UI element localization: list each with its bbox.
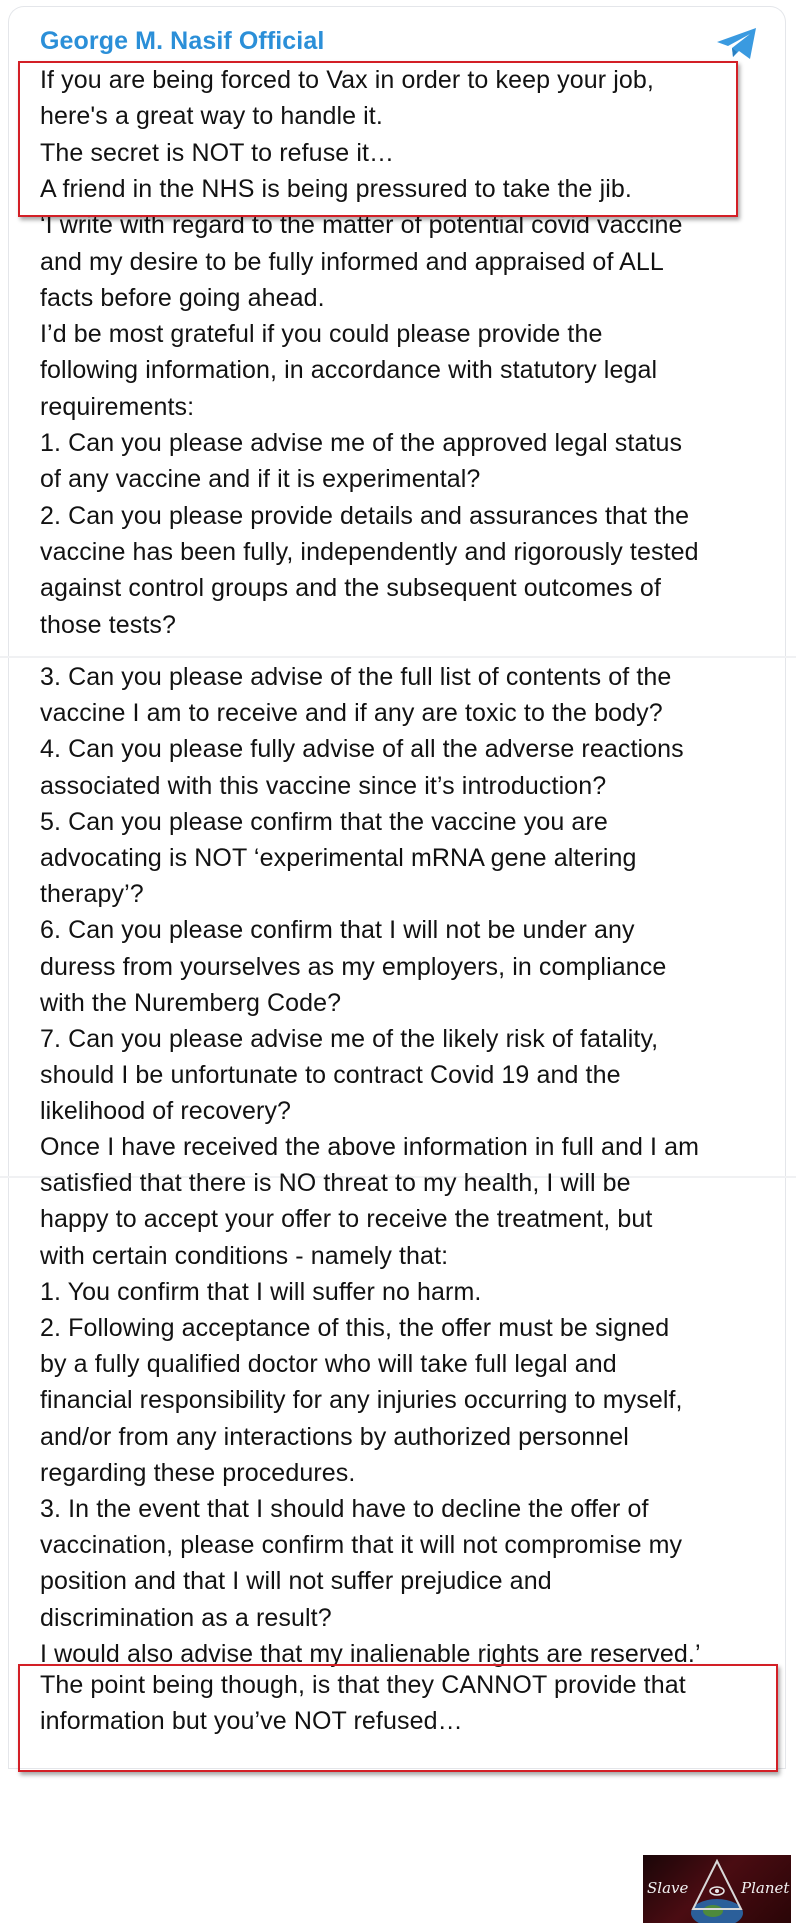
post-text-line: facts before going ahead. (40, 283, 325, 312)
post-text-line: requirements: (40, 392, 195, 421)
post-text-line: against control groups and the subsequent outcomes of (40, 574, 661, 603)
post-text-line: If you are being forced to Vax in order to keep your job, (40, 66, 654, 94)
post-text-line: 3. In the event that I should have to decline the offer of (40, 1495, 649, 1523)
post-text-line: I would also advise that my inalienable rights are reserved.’ (40, 1639, 701, 1668)
post-text-line: vaccination, please confirm that it will not compromise my (40, 1531, 683, 1560)
post-text-line: 4. Can you please fully advise of all the adverse reactions (40, 735, 684, 764)
post-text-line: discrimination as a result? (40, 1603, 332, 1632)
post-text-line: 2. Following acceptance of this, the offer must be signed (40, 1314, 670, 1342)
post-text-line: position and that I will not suffer prejudice and (40, 1567, 552, 1596)
post-text-line: of any vaccine and if it is experimental? (40, 465, 481, 494)
post-text-line: associated with this vaccine since it’s introduction? (40, 771, 607, 800)
post-text-line: 1. Can you please advise me of the approved legal status (40, 429, 683, 457)
post-text-line: The point being though, is that they CANNOT provide that (40, 1671, 686, 1699)
post-text-line: duress from yourselves as my employers, in compliance (40, 952, 667, 981)
post-text-line: and my desire to be fully informed and appraised of ALL (40, 247, 664, 276)
watermark-word-left: Slave (647, 1879, 689, 1897)
post-text-line: 7. Can you please advise me of the likely risk of fatality, (40, 1025, 659, 1053)
post-text-line: ‘I write with regard to the matter of potential covid vaccine (40, 211, 683, 240)
post-text-line: by a fully qualified doctor who will take full legal and (40, 1350, 617, 1379)
post-text-line: The secret is NOT to refuse it… (40, 138, 395, 167)
post-text-line: likelihood of recovery? (40, 1097, 292, 1126)
post-text-line: satisfied that there is NO threat to my health, I will be (40, 1169, 631, 1198)
slave-planet-watermark (643, 1855, 791, 1923)
post-text-line: A friend in the NHS is being pressured to take the jib. (40, 174, 632, 203)
post-text-line: those tests? (40, 610, 177, 639)
post-text-line: 6. Can you please confirm that I will not be under any (40, 916, 635, 945)
post-text-line: following information, in accordance with statutory legal (40, 356, 658, 385)
post-text-line: financial responsibility for any injuries occurring to myself, (40, 1386, 683, 1415)
highlight-box-intro (18, 61, 738, 217)
watermark-word-right: Planet (741, 1879, 790, 1897)
post-text-line: vaccine I am to receive and if any are toxic to the body? (40, 699, 663, 728)
post-text-line: regarding these procedures. (40, 1458, 356, 1487)
telegram-plane-icon[interactable] (715, 26, 759, 62)
post-text-line: happy to accept your offer to receive the treatment, but (40, 1205, 653, 1234)
post-text-line: information but you’ve NOT refused… (40, 1707, 463, 1735)
post-text-line: I’d be most grateful if you could please provide the (40, 320, 603, 349)
post-text-line: with certain conditions - namely that: (40, 1241, 449, 1270)
post-text-line: with the Nuremberg Code? (40, 988, 342, 1017)
post-text-line: and/or from any interactions by authorized personnel (40, 1422, 629, 1451)
post-text-line: vaccine has been fully, independently and rigorously tested (40, 537, 699, 566)
post-text-line: here's a great way to handle it. (40, 102, 383, 131)
post-text-line: should I be unfortunate to contract Covid 19 and the (40, 1061, 621, 1090)
post-text-line: advocating is NOT ‘experimental mRNA gene altering (40, 844, 637, 872)
post-text-line: therapy’? (40, 880, 144, 909)
post-text-line: 3. Can you please advise of the full list of contents of the (40, 663, 672, 691)
post-text-line: 5. Can you please confirm that the vaccine you are (40, 807, 608, 836)
channel-name[interactable]: George M. Nasif Official (40, 27, 325, 55)
post-text-line: Once I have received the above information in full and I am (40, 1133, 700, 1161)
post-text-line: 1. You confirm that I will suffer no harm. (40, 1277, 482, 1306)
highlight-box-conclusion (18, 1664, 778, 1772)
post-text-line: 2. Can you please provide details and assurances that the (40, 501, 690, 530)
